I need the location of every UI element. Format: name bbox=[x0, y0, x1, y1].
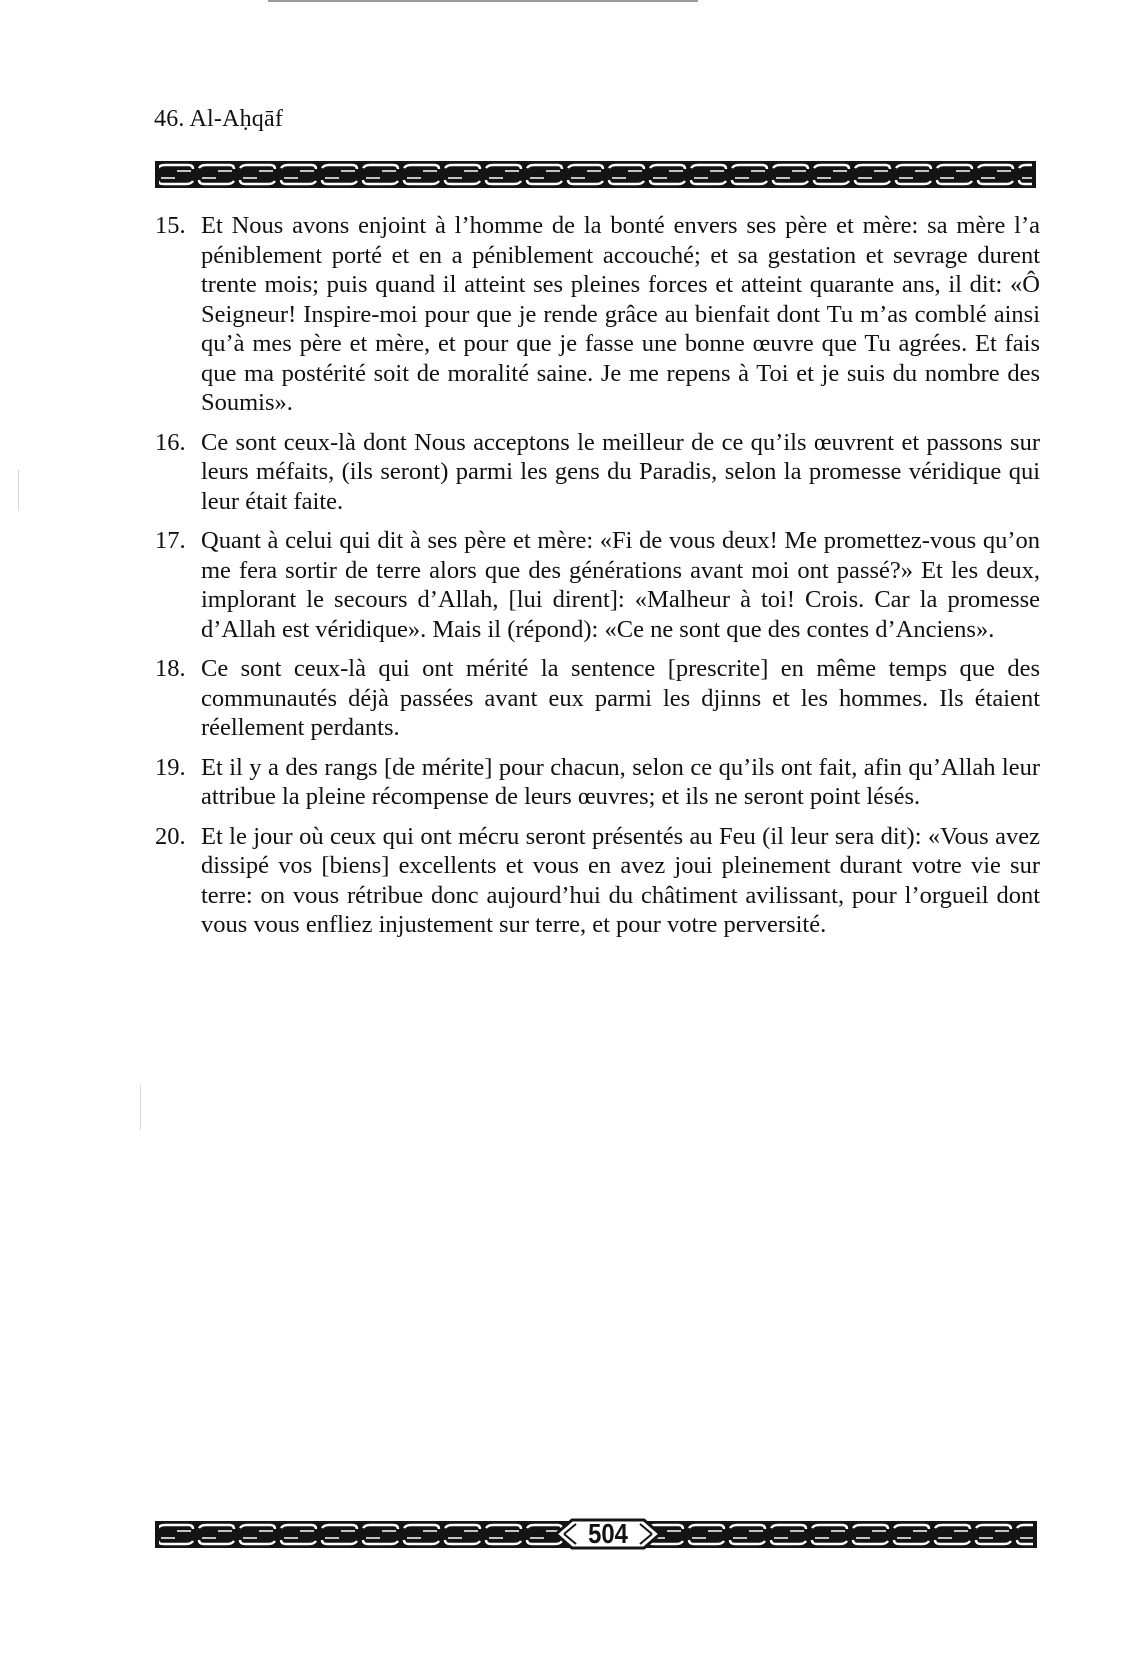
header-ornament-band bbox=[155, 161, 1036, 188]
scan-speck bbox=[140, 1085, 141, 1130]
verse-text: Ce sont ceux-là dont Nous acceptons le meilleur de ce qu’ils œuvrent et passons sur leurs méfaits, (ils seront) parmi les gens du Paradis, selon la promesse véridique qui leur était faite. bbox=[201, 428, 1040, 515]
verse-text: Et le jour où ceux qui ont mécru seront présentés au Feu (il leur sera dit): «Vous avez dissipé vos [biens] excellents et vous en avez joui pleinement durant votre vie sur terre: on vous rétribue donc aujourd’hui du châtiment avilissant, pour l’orgueil dont vous vous enfliez injustement sur terre, et pour votre perversité. bbox=[201, 822, 1040, 938]
verse-20 bbox=[155, 822, 1040, 940]
verse-list bbox=[155, 211, 1040, 950]
verse-text: Et Nous avons enjoint à l’homme de la bonté envers ses père et mère: sa mère l’a péniblement porté et en a péniblement accouché; et sa gestation et sevrage durent trente mois; puis quand il atteint ses pleines forces et atteint quarante ans, il dit: «Ô Seigneur! Inspire-moi pour que je rende grâce au bienfait dont Tu m’as comblé ainsi qu’à mes père et mère, et pour que je fasse une bonne œuvre que Tu agrées. Et fais que ma postérité soit de moralité saine. Je me repens à Toi et je suis du nombre des Soumis». bbox=[201, 212, 1040, 416]
verse-18 bbox=[155, 654, 1040, 743]
page-number-cartouche bbox=[552, 1514, 664, 1554]
page-number: 504 bbox=[588, 1518, 628, 1549]
verse-17 bbox=[155, 526, 1040, 644]
verse-number: 16. bbox=[155, 428, 186, 456]
running-header: 46. Al-Aḥqāf bbox=[154, 106, 284, 132]
scan-speck bbox=[18, 470, 19, 510]
verse-text: Et il y a des rangs [de mérite] pour chacun, selon ce qu’ils ont fait, afin qu’Allah leur attribue la pleine récompense de leurs œuvres; et ils ne seront point lésés. bbox=[201, 753, 1040, 810]
verse-19 bbox=[155, 753, 1040, 812]
footer-ornament-band-right bbox=[645, 1521, 1037, 1548]
footer-ornament-band-left bbox=[155, 1521, 570, 1548]
verse-text: Quant à celui qui dit à ses père et mère: «Fi de vous deux! Me promettez-vous qu’on me fera sortir de terre alors que des générations avant moi ont passé?» Et les deux, implorant le secours d’Allah, [lui dirent]: «Malheur à toi! Crois. Car la promesse d’Allah est véridique». Mais il (répond): «Ce ne sont que des contes d’Anciens». bbox=[201, 527, 1040, 643]
verse-number: 17. bbox=[155, 527, 186, 554]
verse-text: Ce sont ceux-là qui ont mérité la sentence [prescrite] en même temps que des communautés déjà passées avant eux parmi les djinns et les hommes. Ils étaient réellement perdants. bbox=[201, 655, 1040, 741]
chain-ornament-icon bbox=[645, 1521, 1037, 1548]
verse-number: 15. bbox=[155, 212, 186, 239]
verse-number: 20. bbox=[155, 822, 186, 850]
verse-number: 19. bbox=[155, 753, 186, 781]
chain-ornament-icon bbox=[155, 1521, 570, 1548]
verse-16 bbox=[155, 428, 1040, 517]
chain-ornament-icon bbox=[155, 161, 1036, 188]
top-scan-rule bbox=[268, 0, 698, 2]
verse-15 bbox=[155, 211, 1040, 418]
verse-number: 18. bbox=[155, 655, 186, 682]
